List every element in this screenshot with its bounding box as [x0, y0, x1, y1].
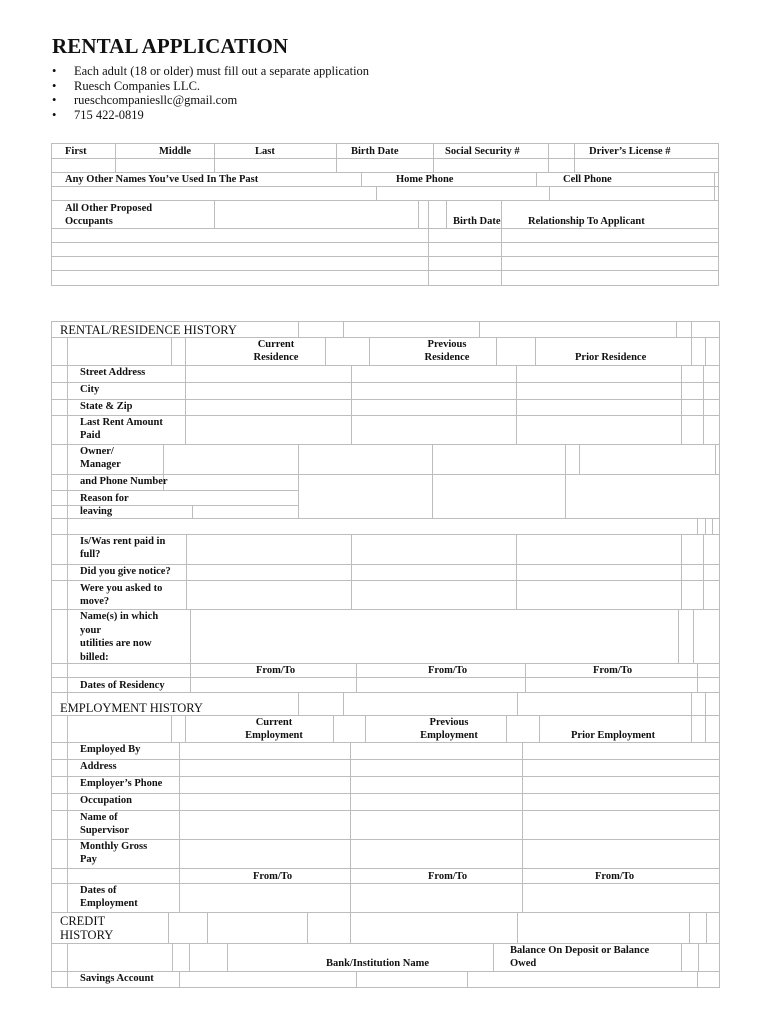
- bullet-instruction: • Each adult (18 or older) must fill out a separate application: [52, 64, 369, 79]
- util-line2: your: [80, 624, 101, 636]
- drivers-license-field[interactable]: [575, 159, 718, 172]
- contact-bullets: [52, 64, 369, 122]
- occupation-label: Occupation: [80, 795, 132, 806]
- bullet-phone: • 715 422-0819: [52, 108, 369, 123]
- owner-manager-label: [80, 445, 168, 488]
- state-zip-prior-field[interactable]: [517, 400, 681, 415]
- residency-from-to-previous: From/To: [428, 665, 468, 676]
- middle-name-label: Middle: [159, 146, 192, 157]
- cell-phone-label: Cell Phone: [563, 174, 612, 185]
- residency-from-to-current: From/To: [256, 665, 296, 676]
- address-current-field[interactable]: [180, 760, 350, 776]
- occupants-label: [65, 202, 152, 228]
- savings-account-label: Savings Account: [80, 973, 154, 984]
- occupant-name-field-4[interactable]: [52, 271, 428, 285]
- pay-line1: Monthly Gross: [80, 841, 148, 852]
- birth-date-field[interactable]: [337, 159, 433, 172]
- rental-history-heading: RENTAL/RESIDENCE HISTORY: [60, 323, 237, 337]
- previous-residence-line1: Previous: [427, 339, 467, 350]
- supervisor-current-field[interactable]: [180, 811, 350, 839]
- employed-by-previous-field[interactable]: [351, 743, 522, 759]
- asked-prior-field[interactable]: [517, 581, 681, 609]
- dates-employment-label: [80, 884, 138, 910]
- asked-line1: Were you asked to: [80, 583, 163, 594]
- other-names-field[interactable]: [52, 187, 376, 200]
- occupant-birth-date-label: Birth Date: [453, 216, 501, 227]
- utilities-field[interactable]: [191, 610, 678, 663]
- employment-from-to-previous: From/To: [428, 871, 468, 882]
- credit-heading-line2: HISTORY: [60, 928, 114, 942]
- monthly-pay-label: [80, 840, 147, 866]
- asked-previous-field[interactable]: [352, 581, 516, 609]
- rent-full-current-field[interactable]: [187, 535, 351, 564]
- employment-from-to-current: From/To: [253, 871, 293, 882]
- last-rent-label: [80, 416, 163, 442]
- previous-employment-line2: Employment: [420, 730, 478, 741]
- occupant-name-field-2[interactable]: [52, 243, 428, 256]
- reason-leaving-label: [80, 492, 129, 518]
- rent-full-prior-field[interactable]: [517, 535, 681, 564]
- current-employment-line2: Employment: [245, 730, 303, 741]
- current-employment-header: [224, 716, 324, 742]
- phone-current-field[interactable]: [180, 777, 350, 793]
- employer-address-label: Address: [80, 761, 117, 772]
- drivers-license-label: Driver’s License #: [589, 146, 671, 157]
- supervisor-line1: Name of: [80, 812, 118, 823]
- current-residence-line1: Current: [257, 339, 295, 350]
- pay-prior-field[interactable]: [523, 840, 719, 868]
- rent-full-line1: Is/Was rent paid in: [80, 536, 166, 547]
- owner-current-field[interactable]: [164, 445, 298, 474]
- previous-employment-line1: Previous: [429, 717, 469, 728]
- state-zip-label: State & Zip: [80, 401, 133, 412]
- supervisor-label: [80, 811, 129, 837]
- relationship-label: Relationship To Applicant: [528, 216, 645, 227]
- street-current-field[interactable]: [186, 366, 351, 382]
- phone-previous-field[interactable]: [351, 777, 522, 793]
- residency-from-to-prior: From/To: [593, 665, 633, 676]
- first-name-label: First: [65, 146, 87, 157]
- occupation-prior-field[interactable]: [523, 794, 719, 810]
- reason-current-field[interactable]: [164, 475, 298, 490]
- owner-line2: Manager: [80, 459, 121, 470]
- city-previous-field[interactable]: [352, 383, 516, 399]
- dates-previous-field[interactable]: [357, 678, 525, 692]
- last-rent-line2: Paid: [80, 430, 101, 441]
- supervisor-prior-field[interactable]: [523, 811, 719, 839]
- rent-current-field[interactable]: [186, 416, 351, 444]
- emp-dates-current-field[interactable]: [180, 884, 350, 912]
- reason-previous-field[interactable]: [299, 475, 432, 518]
- current-residence-header: [226, 338, 326, 364]
- bank-name-header: Bank/Institution Name: [326, 958, 429, 969]
- employed-by-current-field[interactable]: [180, 743, 350, 759]
- rent-paid-full-label: [80, 535, 165, 561]
- occupant-name-field-1[interactable]: [52, 229, 428, 242]
- first-name-field[interactable]: [52, 159, 115, 172]
- street-address-label: Street Address: [80, 367, 146, 378]
- current-employment-line1: Current: [255, 717, 293, 728]
- rent-full-line2: full?: [80, 549, 101, 560]
- supervisor-previous-field[interactable]: [351, 811, 522, 839]
- asked-line2: move?: [80, 596, 110, 607]
- last-name-label: Last: [255, 146, 275, 157]
- city-current-field[interactable]: [186, 383, 351, 399]
- pay-current-field[interactable]: [180, 840, 350, 868]
- gave-notice-label: Did you give notice?: [80, 566, 171, 577]
- balance-line1: Balance On Deposit or Balance: [510, 945, 650, 956]
- street-previous-field[interactable]: [352, 366, 516, 382]
- employment-from-to-prior: From/To: [595, 871, 635, 882]
- ssn-label: Social Security #: [445, 146, 520, 157]
- bullet-company: • Ruesch Companies LLC.: [52, 79, 369, 94]
- last-rent-line1: Last Rent Amount: [80, 417, 163, 428]
- prior-employment-header: Prior Employment: [571, 730, 656, 741]
- middle-name-field[interactable]: [116, 159, 214, 172]
- previous-employment-header: [399, 716, 499, 742]
- city-label: City: [80, 384, 100, 395]
- home-phone-field[interactable]: [377, 187, 549, 200]
- employed-by-label: Employed By: [80, 744, 141, 755]
- applicant-table: [51, 143, 719, 286]
- emp-dates-prior-field[interactable]: [523, 884, 719, 912]
- previous-residence-line2: Residence: [424, 352, 470, 363]
- util-line3: utilities are now: [80, 638, 152, 649]
- emp-dates-previous-field[interactable]: [351, 884, 522, 912]
- page-title: RENTAL APPLICATION: [52, 34, 289, 58]
- current-residence-line2: Residence: [253, 352, 299, 363]
- reason-prior-field[interactable]: [566, 475, 719, 518]
- home-phone-label: Home Phone: [396, 174, 454, 185]
- employer-phone-label: Employer’s Phone: [80, 778, 163, 789]
- util-line1: Name(s) in which: [80, 611, 159, 622]
- notice-previous-field[interactable]: [352, 565, 516, 580]
- occupants-label-line2: Occupants: [65, 216, 113, 227]
- dates-employment-line1: Dates of: [80, 885, 117, 896]
- street-prior-field[interactable]: [517, 366, 681, 382]
- ssn-field[interactable]: [434, 159, 548, 172]
- occupation-previous-field[interactable]: [351, 794, 522, 810]
- rent-prior-field[interactable]: [517, 416, 681, 444]
- city-prior-field[interactable]: [517, 383, 681, 399]
- savings-bank-field-2[interactable]: [357, 972, 467, 987]
- reason-line2: leaving: [80, 506, 113, 517]
- history-table: [51, 321, 720, 988]
- pay-previous-field[interactable]: [351, 840, 522, 868]
- occupation-current-field[interactable]: [180, 794, 350, 810]
- reason-line1: Reason for: [80, 493, 129, 504]
- employed-by-prior-field[interactable]: [523, 743, 719, 759]
- credit-history-heading: [60, 914, 113, 942]
- cell-phone-field[interactable]: [550, 187, 714, 200]
- occupant-name-field-3[interactable]: [52, 257, 428, 270]
- util-line4: billed:: [80, 651, 109, 663]
- notice-current-field[interactable]: [187, 565, 351, 580]
- state-zip-current-field[interactable]: [186, 400, 351, 415]
- credit-heading-line1: CREDIT: [60, 914, 106, 928]
- balance-header: [510, 944, 649, 970]
- owner-prior-field[interactable]: [580, 445, 715, 474]
- supervisor-line2: Supervisor: [80, 825, 130, 836]
- employment-history-heading: EMPLOYMENT HISTORY: [60, 701, 203, 715]
- balance-line2: Owed: [510, 958, 537, 969]
- rent-full-previous-field[interactable]: [352, 535, 516, 564]
- utilities-label: [80, 610, 158, 664]
- other-names-label: Any Other Names You’ve Used In The Past: [65, 174, 259, 185]
- state-zip-previous-field[interactable]: [352, 400, 516, 415]
- birth-date-label: Birth Date: [351, 146, 399, 157]
- occupants-label-line1: All Other Proposed: [65, 203, 153, 214]
- prior-residence-header: Prior Residence: [575, 352, 647, 363]
- last-name-field[interactable]: [215, 159, 336, 172]
- bullet-email: • rueschcompaniesllc@gmail.com: [52, 93, 369, 108]
- owner-line1: Owner/: [80, 446, 114, 457]
- address-previous-field[interactable]: [351, 760, 522, 776]
- owner-previous-field[interactable]: [299, 445, 432, 474]
- owner-line3: and Phone Number: [80, 476, 168, 487]
- notice-prior-field[interactable]: [517, 565, 681, 580]
- address-prior-field[interactable]: [523, 760, 719, 776]
- pay-line2: Pay: [80, 854, 97, 865]
- savings-balance-field[interactable]: [468, 972, 697, 987]
- previous-residence-header: [397, 338, 497, 364]
- phone-prior-field[interactable]: [523, 777, 719, 793]
- asked-to-move-label: [80, 582, 162, 608]
- dates-prior-field[interactable]: [526, 678, 697, 692]
- dates-residency-label: Dates of Residency: [80, 680, 165, 691]
- rent-previous-field[interactable]: [352, 416, 516, 444]
- asked-current-field[interactable]: [187, 581, 351, 609]
- dates-employment-line2: Employment: [80, 898, 138, 909]
- savings-bank-field[interactable]: [180, 972, 356, 987]
- dates-current-field[interactable]: [191, 678, 356, 692]
